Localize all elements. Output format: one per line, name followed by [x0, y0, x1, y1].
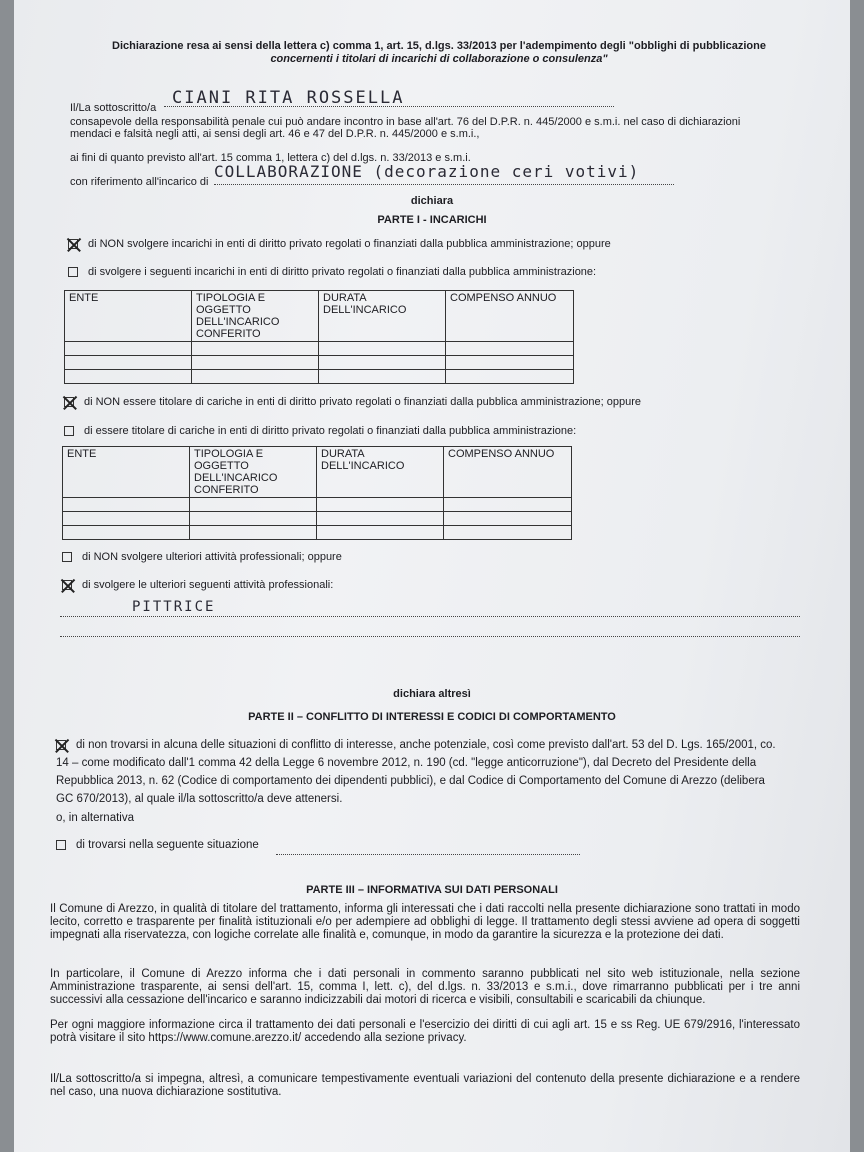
- table-row: [65, 342, 574, 356]
- ref-label: con riferimento all'incarico di: [70, 176, 209, 188]
- table-cell[interactable]: [192, 342, 319, 356]
- table-header-row: [65, 291, 574, 342]
- checkbox[interactable]: [62, 552, 72, 562]
- signer-field: [164, 88, 614, 107]
- table-row: [63, 526, 572, 540]
- part2-option-2: [56, 839, 259, 852]
- table-cell[interactable]: [319, 342, 446, 356]
- document-header: [74, 40, 804, 66]
- part2-title: PARTE II – CONFLITTO DI INTERESSI E CODICI DI COMPORTAMENTO: [248, 711, 616, 723]
- signer-value: CIANI RITA ROSSELLA: [172, 88, 405, 108]
- option-label: di NON svolgere incarichi in enti di diritto privato regolati o finanziati dalla pubblica amministrazione; oppure: [88, 238, 611, 250]
- part2-option-1: [56, 736, 800, 808]
- table-cell[interactable]: [192, 370, 319, 384]
- table-cell[interactable]: [190, 526, 317, 540]
- table-cell[interactable]: [446, 356, 574, 370]
- document-page: [14, 0, 850, 1152]
- awareness-line-1: consapevole della responsabilità penale cui può andare incontro in base all'art. 76 del D.P.R. n. 445/2000 e s.m.i. nel caso di dichiarazioni: [70, 116, 741, 128]
- checkbox-checked[interactable]: [62, 580, 72, 590]
- awareness-text: [70, 116, 830, 140]
- declares-also-heading: dichiara altresì: [393, 688, 471, 700]
- part3-title: PARTE III – INFORMATIVA SUI DATI PERSONALI: [306, 884, 558, 896]
- table-cell[interactable]: [63, 498, 190, 512]
- table-cell[interactable]: [319, 370, 446, 384]
- part1-option-3: [64, 396, 641, 408]
- checkbox-checked[interactable]: [56, 740, 66, 750]
- part1-option-4: [64, 425, 576, 437]
- table-cell[interactable]: [446, 342, 574, 356]
- table-cell[interactable]: [444, 512, 572, 526]
- commitment-paragraph: Il/La sottoscritto/a si impegna, altresì, a comunicare tempestivamente eventuali variazioni del contenuto della presente dichiarazione e a rendere nel caso, una nuova dichiarazione sostitutiva.: [50, 1073, 800, 1098]
- table-cell[interactable]: [65, 356, 192, 370]
- table-header-cell: DURATA DELL'INCARICO: [317, 447, 444, 498]
- part1-option-2: [68, 266, 596, 278]
- table-cell[interactable]: [317, 526, 444, 540]
- table-header-row: [63, 447, 572, 498]
- option-label: di NON essere titolare di cariche in enti di diritto privato regolati o finanziati dalla pubblica amministrazione; oppure: [84, 396, 642, 408]
- privacy-paragraph-2: In particolare, il Comune di Arezzo informa che i dati personali in commento saranno pubblicati nel sito web istituzionale, nella sezione Amministrazione trasparente, ai sensi dell'art. 15, comma I, lett. c), del d.lgs. n. 33/2013 e s.m.i., dove rimarranno pubblicati per i tre anni successivi alla cessazione dell'incarico e saranno indicizzabili dai motori di ricerca e visibili, consultabili e scaricabili da chiunque.: [50, 968, 800, 1006]
- option-label: di svolgere i seguenti incarichi in enti di diritto privato regolati o finanziati dalla pubblica amministrazione:: [88, 266, 597, 278]
- conflict-line-4: GC 670/2013), al quale il/la sottoscritto/a deve attenersi.: [56, 793, 343, 805]
- cariche-table: [62, 446, 572, 540]
- signer-label: Il/La sottoscritto/a: [70, 102, 157, 114]
- checkbox[interactable]: [56, 840, 66, 850]
- table-cell[interactable]: [190, 498, 317, 512]
- option-label: di NON svolgere ulteriori attività professionali; oppure: [82, 551, 342, 563]
- table-header-cell: ENTE: [65, 291, 192, 342]
- part1-option-1: [68, 238, 611, 250]
- table-header-cell: COMPENSO ANNUO: [444, 447, 572, 498]
- privacy-paragraph-1: Il Comune di Arezzo, in qualità di titolare del trattamento, informa gli interessati che i dati raccolti nella presente dichiarazione sono trattati in modo lecito, corretto e trasparente per finalità istituzionali e/o per adempiere ad obblighi di legge. Il trattamento degli stessi avviene ad opera di soggetti impegnati alla riservatezza, con logiche correlate alle finalità e, comunque, in modo da garantire la sicurezza e la protezione dei dati.: [50, 903, 800, 941]
- conflict-line-1: di non trovarsi in alcuna delle situazioni di conflitto di interesse, anche potenziale, così come previsto dall'art. 53 del D. Lgs. 165/2001, co.: [76, 739, 776, 751]
- table-row: [63, 512, 572, 526]
- table-header-cell: ENTE: [63, 447, 190, 498]
- table-cell[interactable]: [317, 512, 444, 526]
- table-cell[interactable]: [65, 342, 192, 356]
- ref-field: [214, 162, 674, 185]
- header-line-1: Dichiarazione resa ai sensi della lettera c) comma 1, art. 15, d.lgs. 33/2013 per l'adempimento degli "obblighi di pubblicazione: [112, 40, 766, 52]
- table-cell[interactable]: [319, 356, 446, 370]
- table-row: [63, 498, 572, 512]
- header-line-2: concernenti i titolari di incarichi di collaborazione o consulenza": [270, 53, 608, 65]
- checkbox-checked[interactable]: [64, 397, 74, 407]
- situation-field[interactable]: [276, 844, 580, 855]
- part1-title: PARTE I - INCARICHI: [377, 214, 487, 226]
- table-cell[interactable]: [63, 526, 190, 540]
- option-label: di trovarsi nella seguente situazione: [76, 839, 259, 851]
- awareness-line-2: mendaci e falsità negli atti, ai sensi degli art. 46 e 47 del D.P.R. n. 445/2000 e s.m.i.,: [70, 128, 480, 140]
- table-header-cell: TIPOLOGIA E OGGETTO DELL'INCARICO CONFERITO: [192, 291, 319, 342]
- privacy-paragraph-3: Per ogni maggiore informazione circa il trattamento dei dati personali e l'esercizio dei diritti di cui agli art. 15 e ss Reg. UE 679/2916, l'interessato potrà visitare il sito https://www.comune.arezzo.it/ accedendo alla sezione privacy.: [50, 1019, 800, 1044]
- alternative-text: o, in alternativa: [56, 812, 134, 824]
- table-cell[interactable]: [446, 370, 574, 384]
- table-cell[interactable]: [444, 526, 572, 540]
- table-row: [65, 370, 574, 384]
- ref-value: COLLABORAZIONE (decorazione ceri votivi): [214, 162, 640, 181]
- checkbox[interactable]: [64, 426, 74, 436]
- part1-option-5: [62, 551, 342, 563]
- option-label: di svolgere le ulteriori seguenti attività professionali:: [82, 579, 334, 591]
- table-header-cell: TIPOLOGIA E OGGETTO DELL'INCARICO CONFERITO: [190, 447, 317, 498]
- part1-option-6: [62, 579, 333, 591]
- table-cell[interactable]: [317, 498, 444, 512]
- table-cell[interactable]: [192, 356, 319, 370]
- table-cell[interactable]: [444, 498, 572, 512]
- conflict-line-3: Repubblica 2013, n. 62 (Codice di comportamento dei dipendenti pubblici), e dal Codice di Comportamento del Comune di Arezzo (delibera: [56, 775, 765, 787]
- profession-value: PITTRICE: [132, 599, 216, 615]
- declares-heading: dichiara: [410, 195, 454, 207]
- option-label: di essere titolare di cariche in enti di diritto privato regolati o finanziati dalla pubblica amministrazione:: [84, 425, 577, 437]
- table-header-cell: COMPENSO ANNUO: [446, 291, 574, 342]
- table-header-cell: DURATA DELL'INCARICO: [319, 291, 446, 342]
- table-cell[interactable]: [65, 370, 192, 384]
- profession-field[interactable]: [60, 598, 800, 617]
- table-cell[interactable]: [190, 512, 317, 526]
- profession-field-line-2[interactable]: [60, 628, 800, 637]
- checkbox-checked[interactable]: [68, 239, 78, 249]
- conflict-line-2: 14 – come modificato dall'1 comma 42 della Legge 6 novembre 2012, n. 190 (cd. "legge anticorruzione"), dal Decreto del Presidente della: [56, 757, 757, 769]
- table-row: [65, 356, 574, 370]
- purpose-line: ai fini di quanto previsto all'art. 15 comma 1, lettera c) del d.lgs. n. 33/2013 e s.m.i.: [70, 152, 471, 164]
- table-cell[interactable]: [63, 512, 190, 526]
- checkbox[interactable]: [68, 267, 78, 277]
- incarichi-table: [64, 290, 574, 384]
